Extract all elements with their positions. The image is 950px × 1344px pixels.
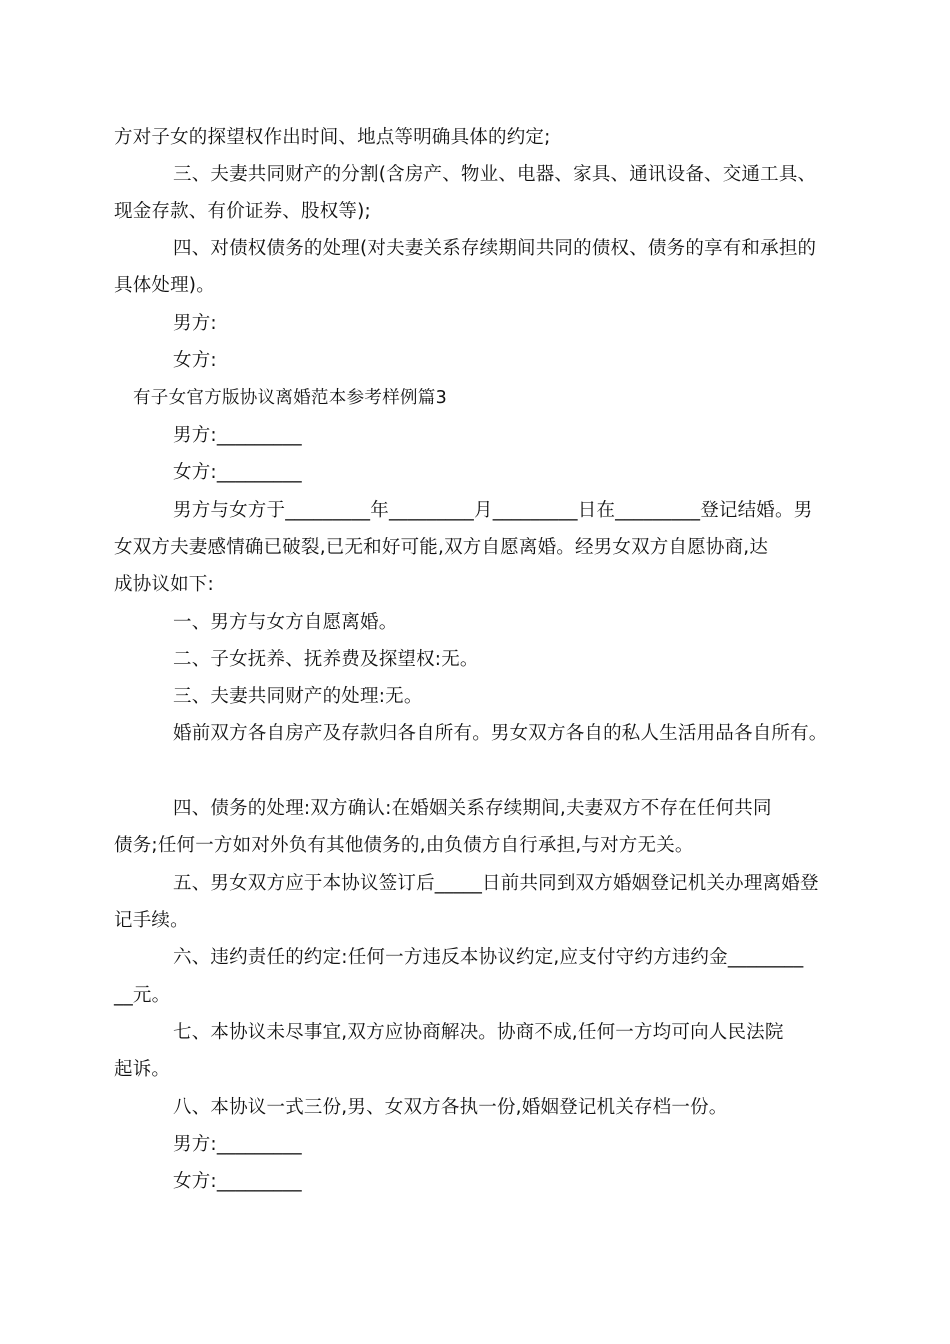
text-line-premarital-property: 婚前双方各自房产及存款归各自所有。男女双方各自的私人生活用品各自所有。 <box>173 723 828 744</box>
text-line-property-division-cont: 现金存款、有价证券、股权等); <box>114 201 371 222</box>
text-line-clause-4: 四、债务的处理:双方确认:在婚姻关系存续期间,夫妻双方不存在任何共同 <box>173 798 772 819</box>
text-line-male-party: 男方: <box>173 313 217 334</box>
text-line-clause-3: 三、夫妻共同财产的处理:无。 <box>173 686 423 707</box>
text-line-final-female-signature: 女方:_________ <box>173 1171 302 1192</box>
text-line-clause-7: 七、本协议未尽事宜,双方应协商解决。协商不成,任何一方均可向人民法院 <box>173 1022 784 1043</box>
text-line-agreement-intro: 成协议如下: <box>114 574 214 595</box>
text-line-clause-2: 二、子女抚养、抚养费及探望权:无。 <box>173 649 479 670</box>
text-line-property-division-heading: 三、夫妻共同财产的分割(含房产、物业、电器、家具、通讯设备、交通工具、 <box>173 164 817 185</box>
text-line-male-signature: 男方:_________ <box>173 425 302 446</box>
text-line-clause-5-cont: 记手续。 <box>114 910 189 931</box>
text-line-visitation-arrangement: 方对子女的探望权作出时间、地点等明确具体的约定; <box>114 127 551 148</box>
section-title: 有子女官方版协议离婚范本参考样例篇3 <box>133 388 448 408</box>
text-line-clause-1: 一、男方与女方自愿离婚。 <box>173 612 398 633</box>
text-line-clause-7-cont: 起诉。 <box>114 1059 171 1080</box>
text-line-debt-handling-cont: 具体处理)。 <box>114 275 215 296</box>
text-line-relationship-breakdown: 女双方夫妻感情确已破裂,已无和好可能,双方自愿离婚。经男女双方自愿协商,达 <box>114 537 769 558</box>
text-line-marriage-registration: 男方与女方于_________年_________月_________日在_________登记结婚。男 <box>173 500 813 521</box>
text-line-final-male-signature: 男方:_________ <box>173 1134 302 1155</box>
text-line-clause-8: 八、本协议一式三份,男、女双方各执一份,婚姻登记机关存档一份。 <box>173 1097 728 1118</box>
text-line-clause-4-cont: 债务;任何一方如对外负有其他债务的,由负债方自行承担,与对方无关。 <box>114 835 694 856</box>
text-line-clause-5: 五、男女双方应于本协议签订后_____日前共同到双方婚姻登记机关办理离婚登 <box>173 873 819 894</box>
text-line-clause-6: 六、违约责任的约定:任何一方违反本协议约定,应支付守约方违约金________ <box>173 947 804 968</box>
text-line-clause-6-cont: __元。 <box>114 985 171 1006</box>
text-line-debt-handling-heading: 四、对债权债务的处理(对夫妻关系存续期间共同的债权、债务的享有和承担的 <box>173 238 817 259</box>
text-line-female-party: 女方: <box>173 350 217 371</box>
text-line-female-signature: 女方:_________ <box>173 462 302 483</box>
